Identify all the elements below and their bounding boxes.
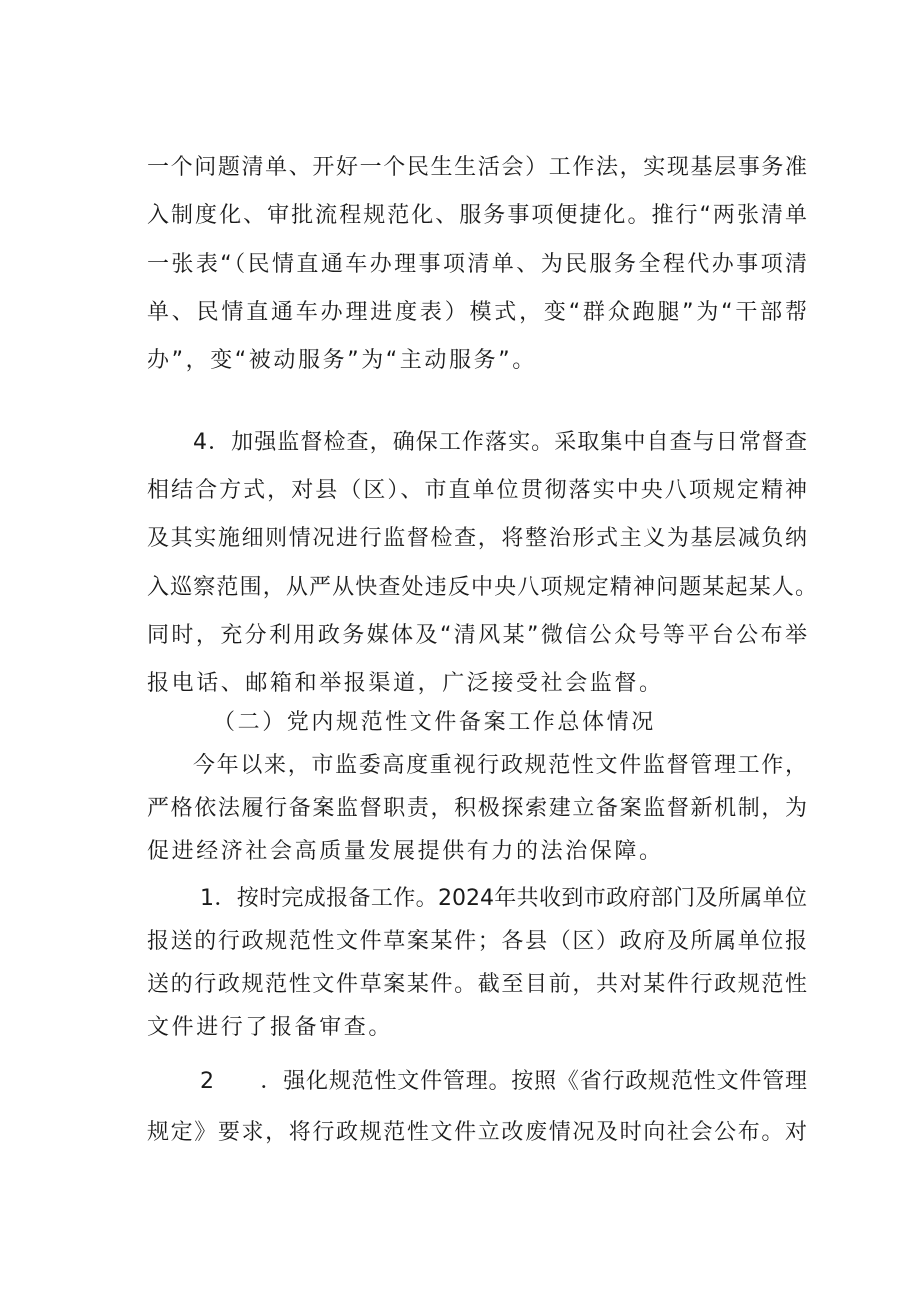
paragraph-4-line-4: 入巡察范围，从严从快查处违反中央八项规定精神问题某起某人。 (147, 575, 817, 600)
paragraph-4-line-1: 4．加强监督检查，确保工作落实。采取集中自查与日常督查 (193, 430, 807, 455)
paragraph-2-line-2: 规定》要求，将行政规范性文件立改废情况及时向社会公布。对 (147, 1120, 807, 1145)
paragraph-1-line-1: 1．按时完成报备工作。2024年共收到市政府部门及所属单位 (200, 886, 807, 911)
paragraph-2-line-1: 2 ．强化规范性文件管理。按照《省行政规范性文件管理 (200, 1069, 807, 1094)
text-line-4: 单、民情直通车办理进度表）模式，变“群众跑腿”为“干部帮 (147, 300, 807, 325)
section-heading: （二）党内规范性文件备案工作总体情况 (213, 710, 656, 735)
paragraph-4-line-6: 报电话、邮箱和举报渠道，广泛接受社会监督。 (147, 671, 664, 696)
text-line-3: 一张表“（民情直通车办理事项清单、为民服务全程代办事项清 (147, 252, 807, 277)
intro-line-1: 今年以来，市监委高度重视行政规范性文件监督管理工作， (193, 753, 807, 778)
paragraph-1-line-2: 报送的行政规范性文件草案某件；各县（区）政府及所属单位报 (147, 929, 807, 954)
intro-line-2: 严格依法履行备案监督职责，积极探索建立备案监督新机制，为 (147, 796, 807, 821)
text-line-5: 办”，变“被动服务”为“主动服务”。 (147, 348, 537, 373)
paragraph-4-line-5: 同时，充分利用政务媒体及“清风某”微信公众号等平台公布举 (147, 623, 807, 648)
text-line-2: 入制度化、审批流程规范化、服务事项便捷化。推行“两张清单 (147, 203, 807, 228)
paragraph-4-line-2: 相结合方式，对县（区）、市直单位贯彻落实中央八项规定精神 (147, 478, 807, 503)
text-line-1: 一个问题清单、开好一个民生生活会）工作法，实现基层事务准 (147, 155, 807, 180)
intro-line-3: 促进经济社会高质量发展提供有力的法治保障。 (147, 839, 664, 864)
paragraph-1-line-3: 送的行政规范性文件草案某件。截至目前，共对某件行政规范性 (147, 972, 807, 997)
paragraph-1-line-4: 文件进行了报备审查。 (147, 1015, 394, 1040)
paragraph-4-line-3: 及其实施细则情况进行监督检查，将整治形式主义为基层减负纳 (147, 526, 807, 551)
